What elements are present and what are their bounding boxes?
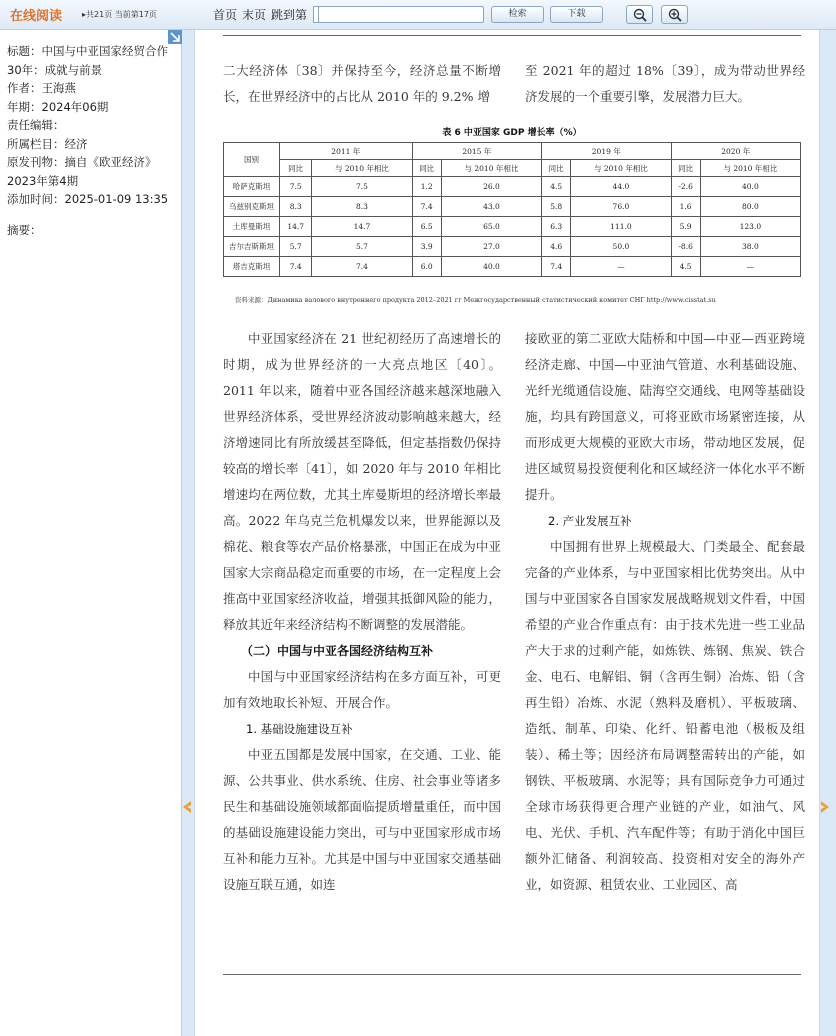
table-cell-country: 哈萨克斯坦 [224,177,280,197]
table-subheader: 与 2010 年相比 [441,160,541,177]
table-cell: 7.4 [280,257,312,277]
table-row [224,177,801,197]
last-page-link[interactable]: 末页 [242,8,267,22]
table-row [224,237,801,257]
table-cell: 4.5 [542,177,571,197]
page-bottom-rule [223,974,801,975]
table-row [224,197,801,217]
text-column-right [525,326,805,898]
table-cell: -8.6 [671,237,700,257]
first-page-link[interactable]: 首页 [213,8,238,22]
table-cell: 38.0 [700,237,800,257]
table-cell: 65.0 [441,217,541,237]
gdp-growth-table [223,142,801,277]
document-page [194,30,820,1036]
table-cell: 50.0 [571,237,671,257]
paragraph: 中亚国家经济在 21 世纪初经历了高速增长的时期，成为世界经济的一大亮点地区〔40〕。2011 年以来，随着中亚各国经济越来越深地融入世界经济体系，受世界经济波动影响越来越大，经济增速同比有所放缓甚至降低，但定基指数仍保持较高的增长率〔41〕，如 2020 年与 2010 年相比增速均在两位数，尤其土库曼斯坦的经济增长率最高。2022 年乌克兰危机爆发以来，世界能源以及棉花、粮食等农产品价格暴涨，中国正在成为中亚国家大宗商品稳定而重要的市场，在一定程度上会推高中亚国家经济收益，增强其抵御风险的能力，释放其近年来经济结构不断调整的发展潜能。 [223,331,501,632]
text-column-top-right [525,58,805,110]
paragraph: 中国拥有世界上规模最大、门类最全、配套最完备的产业体系，与中亚国家相比优势突出。从中国与中亚国家各自国家发展战略规划文件看，中国希望的产业合作重点有：由于技术先进一些工业品产大于求的过剩产能，如炼铁、炼钢、焦炭、铁合金、电石、电解铝、铜（含再生铜）冶炼、铅（含再生铅）冶炼、水泥（熟料及磨机）、平板玻璃、造纸、制革、印染、化纤、铅蓄电池（极板及组装）、稀土等；因经济布局调整需转出的产能，如钢铁、平板玻璃、水泥等；具有国际竞争力可通过全球市场获得更合理产业链的产业，如油气、风电、光伏、手机、汽车配件等；有助于消化中国巨额外汇储备、利润较高、投资相对安全的海外产业，如资源、租赁农业、工业园区、高 [525,539,805,892]
table-subheader: 与 2010 年相比 [312,160,412,177]
zoom-out-icon [633,8,647,22]
page-nav [213,6,312,23]
info-editor: 责任编辑： [7,118,65,132]
table-cell: 40.0 [700,177,800,197]
table-cell: 7.4 [412,197,441,217]
jump-to-page-label: 跳到第 [271,8,308,22]
table-cell: 4.5 [671,257,700,277]
search-input[interactable] [318,6,484,23]
table-cell: 43.0 [441,197,541,217]
search-button[interactable]: 检索 [491,6,544,23]
table-header-year: 2020 年 [671,143,800,160]
table-cell: — [571,257,671,277]
table-title: 表 6 中亚国家 GDP 增长率（%） [442,128,582,138]
paragraph: 二大经济体〔38〕并保持至今，经济总量不断增长，在世界经济中的占比从 2010 年的 9.2% 增 [223,63,501,104]
table-cell: 26.0 [441,177,541,197]
info-source: 原发刊物：摘自《欧亚经济》2023年第4期 [7,155,157,188]
subsection-heading: 2. 产业发展互补 [548,514,632,528]
info-abstract: 摘要： [7,222,42,237]
info-column: 所属栏目：经济 [7,136,88,151]
table-cell: 6.5 [412,217,441,237]
table-header-country: 国别 [224,143,280,177]
table-cell: 1.2 [412,177,441,197]
page-info: ▸共21页 当前第17页 [82,10,157,19]
info-author: 作者：王海燕 [7,81,76,95]
table-header-year: 2015 年 [412,143,541,160]
table-cell: 76.0 [571,197,671,217]
table-cell: 7.5 [312,177,412,197]
table-cell: 3.9 [412,237,441,257]
table-cell-country: 吉尔吉斯斯坦 [224,237,280,257]
table-header-year: 2011 年 [280,143,413,160]
table-cell: 7.4 [312,257,412,277]
table-source-note: 资料来源：Динамика валового внутреннего продукта 2012–2021 гг Межгосударственный статистический комитет СНГ http://www.cisstat.su [235,296,716,304]
table-subheader: 与 2010 年相比 [571,160,671,177]
text-column-top-left [223,58,501,110]
table-subheader: 与 2010 年相比 [700,160,800,177]
table-subheader: 同比 [671,160,700,177]
info-added-time: 添加时间：2025-01-09 13:35 [7,192,169,206]
table-cell: 111.0 [571,217,671,237]
table-cell: 5.8 [542,197,571,217]
zoom-in-icon [668,8,682,22]
table-cell: 7.5 [280,177,312,197]
table-cell: 40.0 [441,257,541,277]
table-cell: 6.3 [542,217,571,237]
subsection-heading: 1. 基础设施建设互补 [246,722,353,736]
table-row [224,257,801,277]
table-cell: 5.7 [312,237,412,257]
table-cell: 6.0 [412,257,441,277]
table-cell: 27.0 [441,237,541,257]
collapse-sidebar-icon[interactable] [168,30,182,44]
table-header-year: 2019 年 [542,143,671,160]
table-cell: 5.7 [280,237,312,257]
table-cell: 4.6 [542,237,571,257]
zoom-out-button[interactable] [626,5,653,24]
brand-label: 在线阅读 [10,9,63,24]
table-cell: 14.7 [312,217,412,237]
page-top-rule [223,35,801,36]
table-cell: 1.6 [671,197,700,217]
table-cell: 5.9 [671,217,700,237]
table-row [224,217,801,237]
previous-page-arrow-icon[interactable] [180,800,194,814]
table-cell: 80.0 [700,197,800,217]
zoom-in-button[interactable] [661,5,688,24]
table-cell: 14.7 [280,217,312,237]
table-cell: — [700,257,800,277]
table-cell: 8.3 [312,197,412,217]
table-cell-country: 乌兹别克斯坦 [224,197,280,217]
text-column-left [223,326,501,898]
table-cell: 123.0 [700,217,800,237]
table-subheader: 同比 [412,160,441,177]
info-title: 标题：中国与中亚国家经贸合作30年：成就与前景 [7,44,168,77]
info-year: 年期：2024年06期 [7,99,109,114]
paragraph: 接欧亚的第二亚欧大陆桥和中国—中亚—西亚跨境经济走廊、中国—中亚油气管道、水利基础设施、光纤光缆通信设施、陆海空交通线、电网等基础设施，均具有跨国意义，可将亚欧市场紧密连接，从而形成更大规模的亚欧大市场，带动地区发展，促进区域贸易投资便利化和区域经济一体化水平不断提升。 [525,331,805,502]
section-heading: （二）中国与中亚各国经济结构互补 [241,644,434,658]
table-cell-country: 土库曼斯坦 [224,217,280,237]
paragraph: 至 2021 年的超过 18%〔39〕，成为带动世界经济发展的一个重要引擎，发展潜力巨大。 [525,63,805,104]
table-subheader: 同比 [542,160,571,177]
table-cell: 7.4 [542,257,571,277]
article-info-sidebar [0,30,182,1036]
table-cell-country: 塔吉克斯坦 [224,257,280,277]
table-cell: 44.0 [571,177,671,197]
download-button[interactable]: 下载 [550,6,603,23]
paragraph: 中国与中亚国家经济结构在多方面互补，可更加有效地取长补短、开展合作。 [223,669,501,710]
table-subheader: 同比 [280,160,312,177]
paragraph: 中亚五国都是发展中国家，在交通、工业、能源、公共事业、供水系统、住房、社会事业等诸多民生和基础设施领域都面临提质增量重任，而中国的基础设施建设能力突出，可与中亚国家形成市场互补和能力互补。尤其是中国与中亚国家交通基础设施互联互通，如连 [223,747,501,892]
table-cell: 8.3 [280,197,312,217]
table-cell: -2.6 [671,177,700,197]
toolbar [0,0,836,30]
next-page-arrow-icon[interactable] [818,800,832,814]
